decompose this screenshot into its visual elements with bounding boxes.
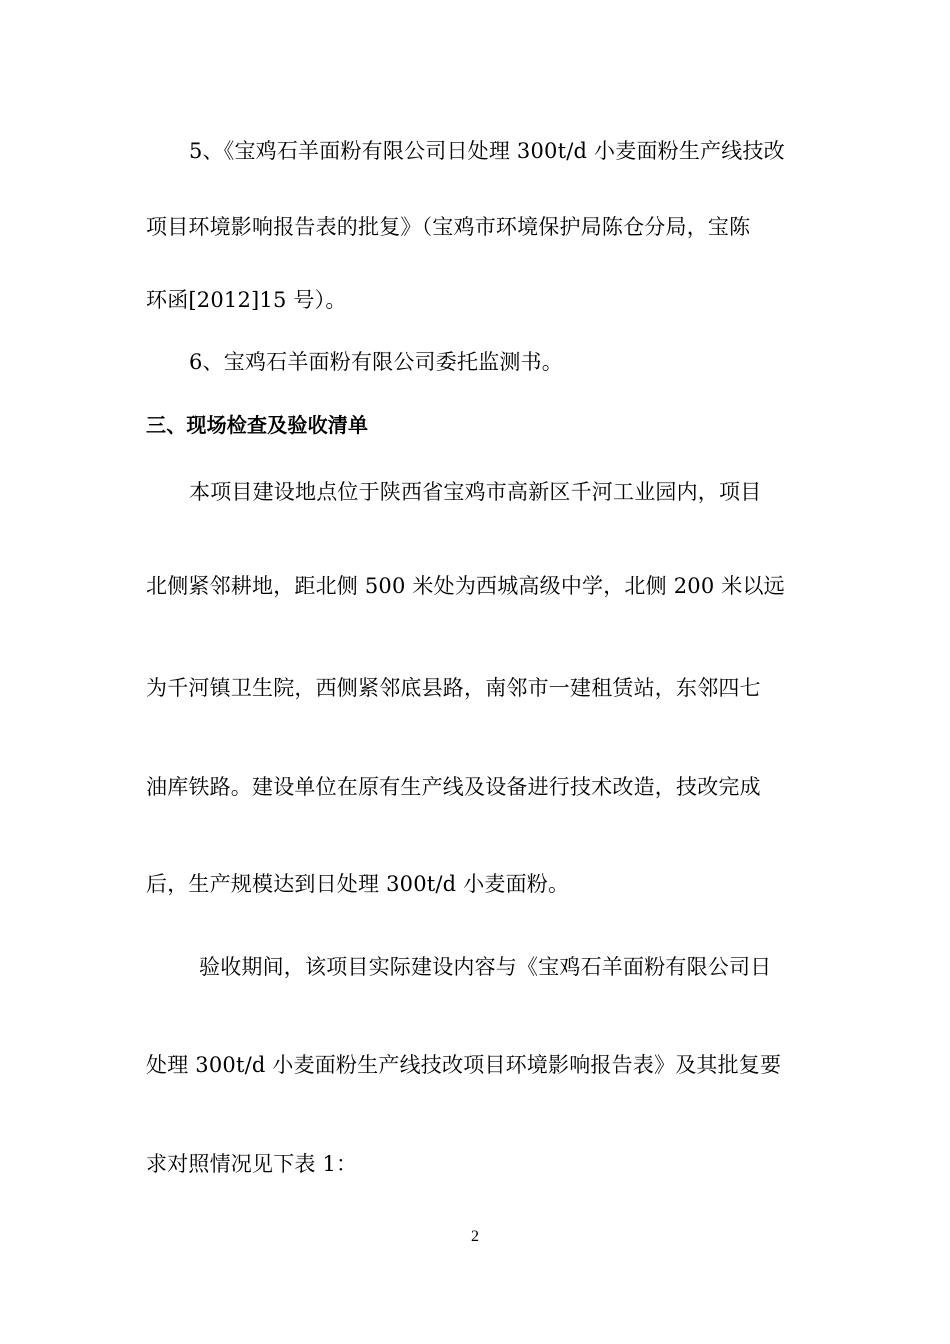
reference-item-5-line-3: 环函[2012]15 号）。 [146, 288, 347, 312]
page-number: 2 [471, 1228, 479, 1245]
reference-item-5-line-2: 项目环境影响报告表的批复》（宝鸡市环境保护局陈仓分局，宝陈 [146, 215, 751, 239]
paragraph-2-line-3: 求对照情况见下表 1： [146, 1152, 358, 1176]
paragraph-2-line-2: 处理 300t/d 小麦面粉生产线技改项目环境影响报告表》及其批复要 [146, 1053, 782, 1077]
reference-item-5-line-1: 5、《宝鸡石羊面粉有限公司日处理 300t/d 小麦面粉生产线技改 [189, 139, 785, 163]
paragraph-1-line-3: 为千河镇卫生院，西侧紧邻底县路，南邻市一建租赁站，东邻四七 [146, 676, 761, 700]
paragraph-1-line-1: 本项目建设地点位于陕西省宝鸡市高新区千河工业园内，项目 [189, 480, 762, 504]
paragraph-1-line-4: 油库铁路。建设单位在原有生产线及设备进行技术改造，技改完成 [146, 775, 761, 799]
paragraph-1-line-2: 北侧紧邻耕地，距北侧 500 米处为西城高级中学，北侧 200 米以远 [146, 574, 785, 598]
reference-item-6: 6、宝鸡石羊面粉有限公司委托监测书。 [189, 350, 563, 374]
paragraph-2-line-1: 验收期间，该项目实际建设内容与《宝鸡石羊面粉有限公司日 [199, 955, 772, 979]
section-heading: 三、现场检查及验收清单 [146, 413, 369, 437]
paragraph-1-line-5: 后，生产规模达到日处理 300t/d 小麦面粉。 [146, 872, 570, 896]
